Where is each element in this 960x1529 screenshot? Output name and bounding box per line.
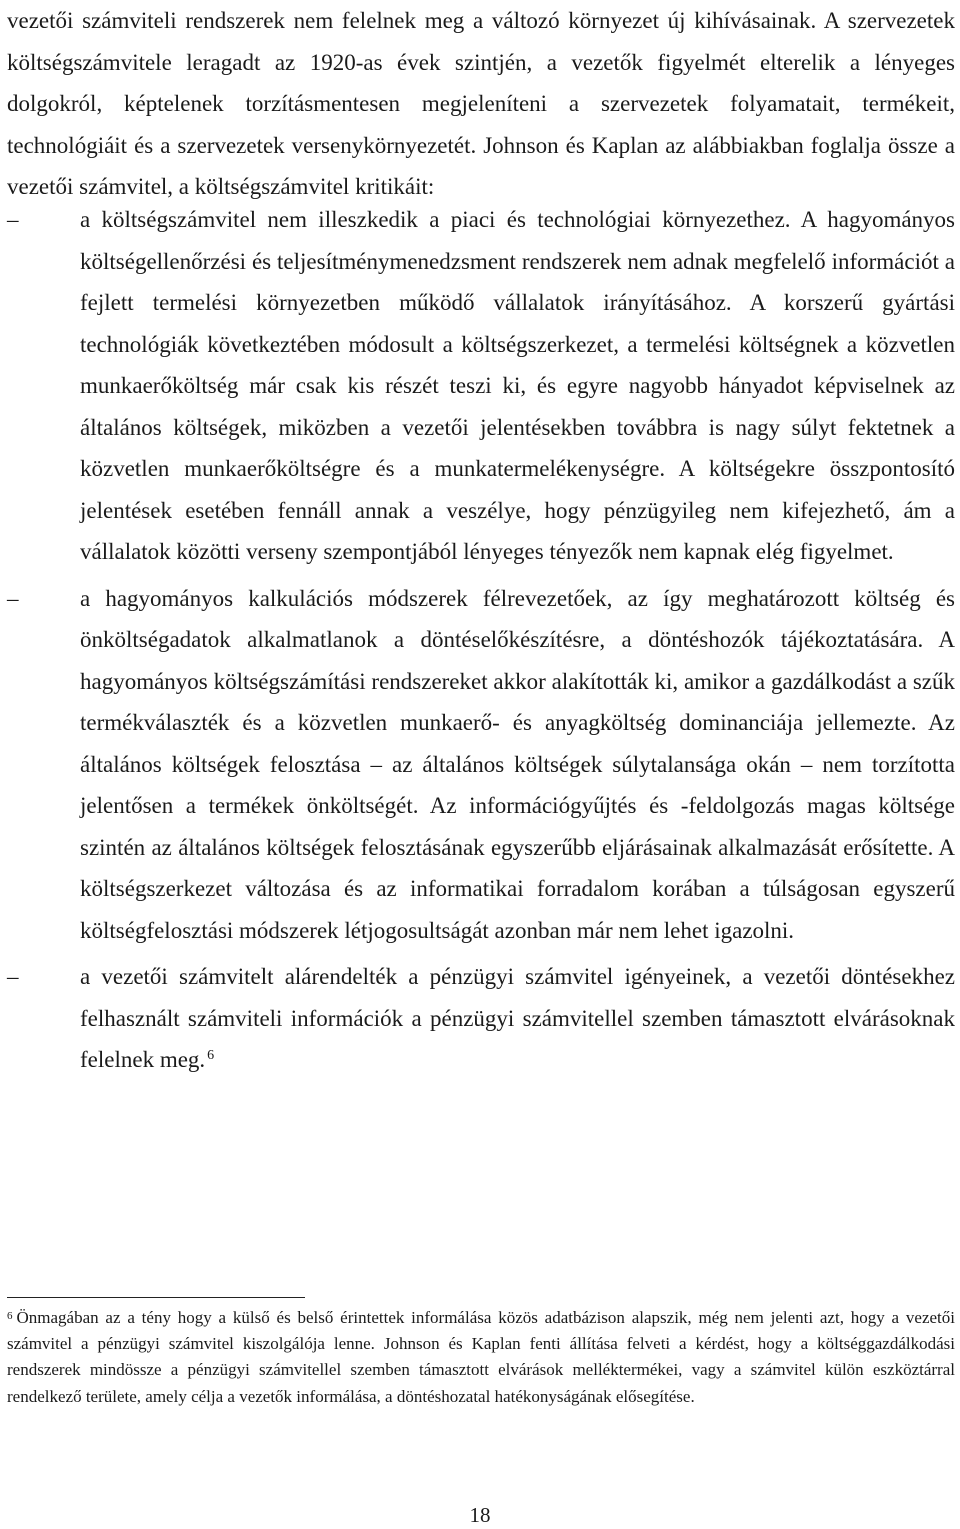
list-item-text: a hagyományos kalkulációs módszerek félrevezetőek, az így meghatározott költség és önköltségadatok alkalmatlanok a döntéselőkészítésre, a döntéshozók tájékoztatására. A hagyományos költségszámítási rendszereket akkor alakították ki, amikor a gazdálkodást a szűk termékválaszték és a közvetlen munkaerő- és anyagköltség dominanciája jellemezte. Az általános költségek felosztása – az általános költségek súlytalansága okán – nem torzította jelentősen a termékek önköltségét. Az információgyűjtés és -feldolgozás magas költsége szintén az általános költségek felosztásának egyszerűbb eljárásainak alkalmazását erősítette. A költségszerkezet változása és az informatikai forradalom korában a túlságosan egyszerű költségfelosztási módszerek létjogosultságát azonban már nem lehet igazolni. — [80, 585, 955, 943]
page-number: 18 — [469, 1503, 491, 1527]
footnote-reference[interactable]: 6 — [207, 1048, 215, 1063]
dash-marker: – — [7, 585, 19, 611]
footnote — [7, 1305, 955, 1410]
dash-marker: – — [7, 964, 19, 989]
footnote-text: Önmagában az a tény hogy a külső és belső érintettek informálása közös adatbázison alapszik, még nem jelenti azt, hogy a vezetői számvitel a pénzügyi számvitel kiszolgálója lenne. Johnson és Kaplan fenti állítása felveti a kérdést, hogy a költséggazdálkodási rendszerek mindössze a pénzügyi számvitellel szemben támasztott elvárások melléktermékei, vagy a számvitel külön eszköztárral rendelkező területe, amely célja a vezetők informálása, a döntéshozatal hatékonyságának elősegítése. — [7, 1308, 955, 1406]
intro-text: vezetői számviteli rendszerek nem felelnek meg a változó környezet új kihívásainak. A szervezetek költségszámvitele leragadt az 1920-as évek szintjén, a vezetők figyelmét elterelik a lényeges dolgokról, képtelenek torzításmentesen megjeleníteni a szervezetek folyamatait, termékeit, technológiáit és a szervezetek versenykörnyezetét. Johnson és Kaplan az alábbiakban foglalja össze a vezetői számvitel, a költségszámvitel kritikáit: — [7, 8, 955, 199]
list-item — [7, 956, 955, 1081]
intro-paragraph — [7, 0, 955, 208]
list-item-text: a költségszámvitel nem illeszkedik a piaci és technológiai környezethez. A hagyományos költségellenőrzési és teljesítménymenedzsment rendszerek nem adnak megfelelő információt a fejlett termelési környezetben működő vállalatok irányításához. A korszerű gyártási technológiák következtében módosult a költségszerkezet, a termelési költségnek a közvetlen munkaerőköltség már csak kis részét teszi ki, és egyre nagyobb hányadot képviselnek az általános költségek, miközben a vezetői jelentésekben továbbra is nagy súlyt fektetnek a közvetlen munkaerőköltségre és a munkatermelékenységre. A költségekre összpontosító jelentések esetében fennáll annak a veszélye, hogy pénzügyileg nem kifejezhető, ám a vállalatok közötti verseny szempontjából lényeges tényezők nem kapnak elég figyelmet. — [80, 207, 955, 564]
criticism-list — [7, 199, 955, 1081]
list-item-text: a vezetői számvitelt alárendelték a pénzügyi számvitel igényeinek, a vezetői döntésekhez felhasznált számviteli információk a pénzügyi számvitellel szemben támasztott elvárásoknak felelnek meg. — [80, 964, 955, 1072]
list-item — [7, 578, 955, 952]
footnote-number: 6 — [7, 1310, 13, 1322]
list-item — [7, 199, 955, 573]
footnote-separator — [7, 1297, 305, 1298]
dash-marker: – — [7, 207, 19, 232]
